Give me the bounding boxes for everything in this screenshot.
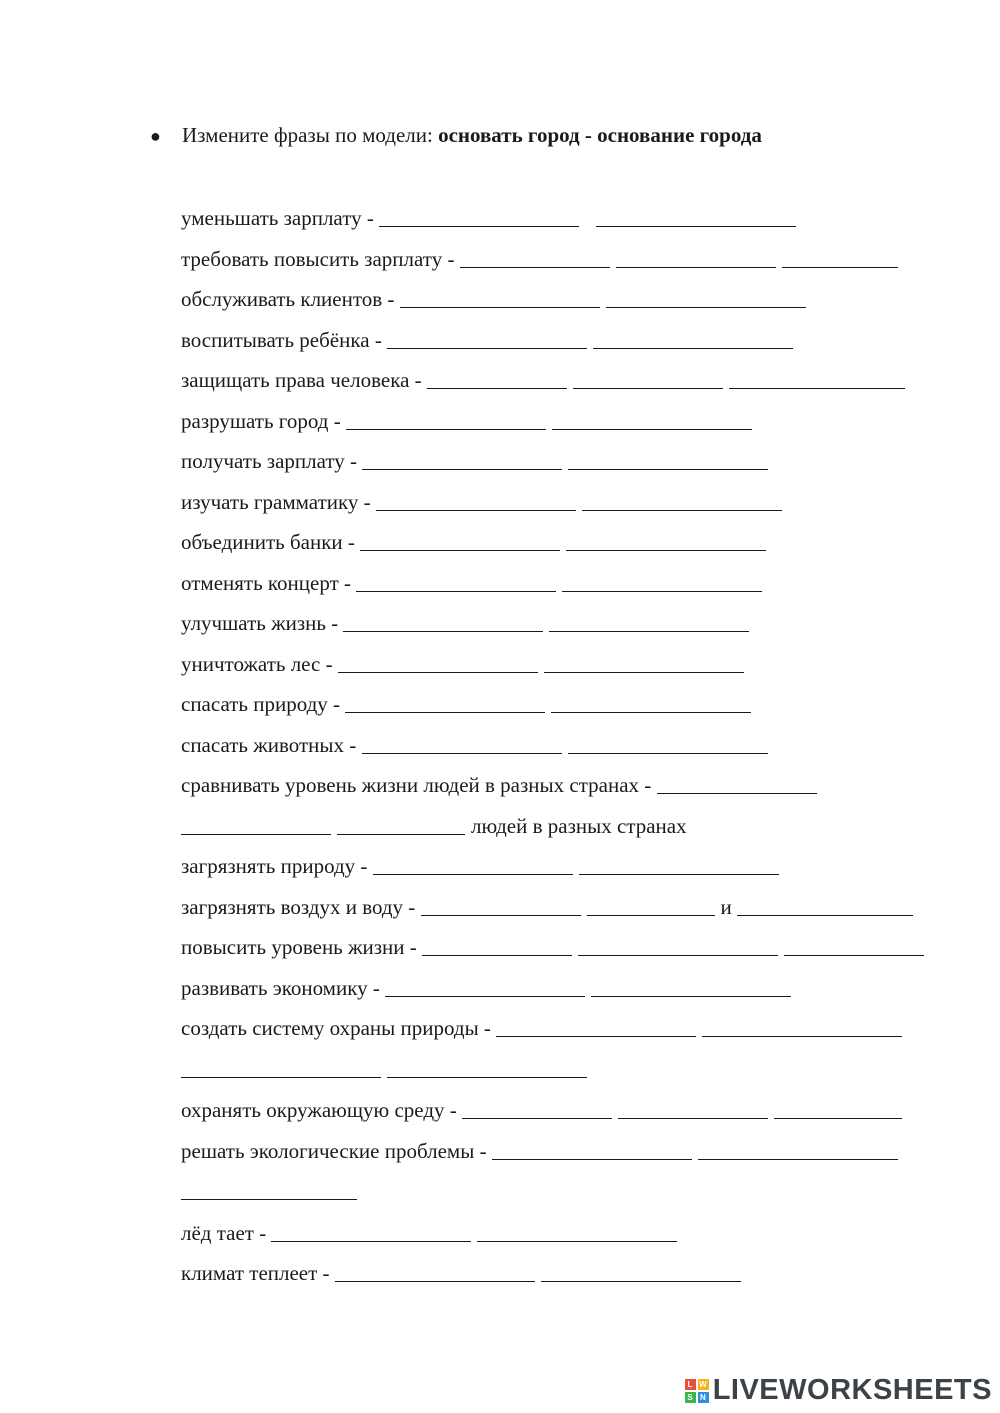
- answer-blank[interactable]: [362, 469, 562, 470]
- answer-blank[interactable]: [579, 874, 779, 875]
- answer-blank[interactable]: [541, 1281, 741, 1282]
- exercise-row: [181, 239, 981, 280]
- answer-blank[interactable]: [549, 631, 749, 632]
- answer-blank[interactable]: [737, 915, 913, 916]
- answer-blank[interactable]: [593, 348, 793, 349]
- exercise-list: [181, 198, 981, 1294]
- conjunction: и: [720, 894, 732, 919]
- exercise-row: [181, 1090, 981, 1131]
- row-prompt: повысить уровень жизни -: [181, 935, 423, 959]
- exercise-row: [181, 320, 981, 361]
- answer-blank[interactable]: [774, 1118, 902, 1119]
- answer-blank[interactable]: [698, 1159, 898, 1160]
- answer-blank[interactable]: [578, 955, 778, 956]
- logo-cell: W: [699, 1379, 708, 1389]
- row-suffix: людей в разных странах: [471, 813, 687, 838]
- exercise-row: [181, 198, 981, 239]
- answer-blank[interactable]: [606, 307, 806, 308]
- row-prompt: уничтожать лес -: [181, 651, 338, 676]
- answer-blank[interactable]: [729, 388, 905, 389]
- answer-blank[interactable]: [387, 1077, 587, 1078]
- answer-blank[interactable]: [181, 834, 331, 835]
- exercise-row: [181, 1253, 981, 1294]
- model-example: основать город - основание города: [438, 123, 762, 147]
- exercise-row: [181, 482, 981, 523]
- answer-blank[interactable]: [596, 226, 796, 227]
- answer-blank[interactable]: [496, 1036, 696, 1037]
- exercise-row: [181, 279, 981, 320]
- logo-cell: L: [685, 1379, 696, 1390]
- exercise-row: [181, 644, 981, 685]
- answer-blank[interactable]: [582, 510, 782, 511]
- exercise-row: [181, 401, 981, 442]
- exercise-row: [181, 603, 981, 644]
- exercise-row: [181, 1008, 981, 1049]
- row-prompt: сравнивать уровень жизни людей в разных странах -: [181, 773, 657, 797]
- instruction-text: Измените фразы по модели:: [182, 123, 439, 147]
- row-prompt: защищать права человека -: [181, 368, 427, 392]
- exercise-row: [181, 887, 981, 928]
- row-prompt: охранять окружающую среду -: [181, 1098, 463, 1122]
- answer-blank[interactable]: [181, 1199, 357, 1200]
- exercise-row: [181, 765, 981, 806]
- row-prompt: создать систему охраны природы -: [181, 1016, 497, 1040]
- exercise-row: [181, 968, 981, 1009]
- answer-blank[interactable]: [552, 429, 752, 430]
- row-prompt: получать зарплату -: [181, 449, 363, 473]
- exercise-row: [181, 360, 981, 401]
- answer-blank[interactable]: [477, 1241, 677, 1242]
- answer-blank[interactable]: [618, 1118, 768, 1119]
- exercise-row: [181, 441, 981, 482]
- answer-blank[interactable]: [376, 510, 576, 511]
- exercise-row-continuation: [181, 806, 981, 847]
- answer-blank[interactable]: [343, 631, 543, 632]
- logo-cell: N: [698, 1392, 709, 1403]
- exercise-row: [181, 725, 981, 766]
- answer-blank[interactable]: [492, 1159, 692, 1160]
- exercise-row: [181, 522, 981, 563]
- answer-blank[interactable]: [360, 550, 560, 551]
- liveworksheets-logo: [685, 1374, 992, 1407]
- row-prompt: разрушать город -: [181, 408, 346, 433]
- answer-blank[interactable]: [616, 267, 776, 268]
- answer-blank[interactable]: [400, 307, 600, 308]
- answer-blank[interactable]: [337, 834, 465, 835]
- answer-blank[interactable]: [379, 226, 579, 227]
- answer-blank[interactable]: [427, 388, 567, 389]
- row-prompt: спасать животных -: [181, 732, 362, 757]
- answer-blank[interactable]: [462, 1118, 612, 1119]
- answer-blank[interactable]: [573, 388, 723, 389]
- exercise-row-continuation: [181, 1171, 981, 1213]
- row-prompt: обслуживать клиентов -: [181, 287, 400, 311]
- answer-blank[interactable]: [338, 672, 538, 673]
- answer-blank[interactable]: [568, 469, 768, 470]
- answer-blank[interactable]: [544, 672, 744, 673]
- row-prompt: объединить банки -: [181, 530, 361, 554]
- answer-blank[interactable]: [181, 1077, 381, 1078]
- exercise-row: [181, 563, 981, 604]
- answer-blank[interactable]: [784, 955, 924, 956]
- row-prompt: изучать грамматику -: [181, 489, 376, 514]
- row-prompt: отменять концерт -: [181, 570, 357, 595]
- row-prompt: решать экологические проблемы -: [181, 1138, 492, 1163]
- answer-blank[interactable]: [568, 753, 768, 754]
- row-prompt: спасать природу -: [181, 692, 346, 716]
- answer-blank[interactable]: [346, 429, 546, 430]
- answer-blank[interactable]: [385, 996, 585, 997]
- row-prompt: улучшать жизнь -: [181, 611, 344, 635]
- row-prompt: уменьшать зарплату -: [181, 206, 380, 230]
- answer-blank[interactable]: [551, 712, 751, 713]
- answer-blank[interactable]: [422, 955, 572, 956]
- bullet-icon: ●: [150, 126, 161, 146]
- answer-blank[interactable]: [657, 793, 817, 794]
- row-prompt: загрязнять природу -: [181, 854, 373, 878]
- answer-blank[interactable]: [587, 915, 715, 916]
- answer-blank[interactable]: [373, 874, 573, 875]
- exercise-row: [181, 927, 981, 968]
- answer-blank[interactable]: [345, 712, 545, 713]
- answer-blank[interactable]: [356, 591, 556, 592]
- answer-blank[interactable]: [566, 550, 766, 551]
- answer-blank[interactable]: [271, 1241, 471, 1242]
- logo-cell: S: [685, 1392, 696, 1403]
- answer-blank[interactable]: [335, 1281, 535, 1282]
- answer-blank[interactable]: [421, 915, 581, 916]
- exercise-row: [181, 684, 981, 725]
- row-prompt: воспитывать ребёнка -: [181, 327, 388, 352]
- answer-blank[interactable]: [362, 753, 562, 754]
- answer-blank[interactable]: [562, 591, 762, 592]
- exercise-row: [181, 1213, 981, 1254]
- answer-blank[interactable]: [782, 267, 898, 268]
- instruction: [150, 120, 762, 151]
- exercise-row: [181, 846, 981, 887]
- row-prompt: развивать экономику -: [181, 975, 386, 1000]
- answer-blank[interactable]: [387, 348, 587, 349]
- row-prompt: климат теплеет -: [181, 1261, 335, 1285]
- row-prompt: загрязнять воздух и воду -: [181, 894, 421, 919]
- brand-name: LIVEWORKSHEETS: [712, 1374, 992, 1406]
- answer-blank[interactable]: [702, 1036, 902, 1037]
- row-prompt: требовать повысить зарплату -: [181, 246, 460, 271]
- exercise-row: [181, 1131, 981, 1172]
- exercise-row-continuation: [181, 1049, 981, 1091]
- liveworksheets-logo-icon: [685, 1379, 709, 1403]
- answer-blank[interactable]: [591, 996, 791, 997]
- answer-blank[interactable]: [460, 267, 610, 268]
- row-prompt: лёд тает -: [181, 1220, 272, 1245]
